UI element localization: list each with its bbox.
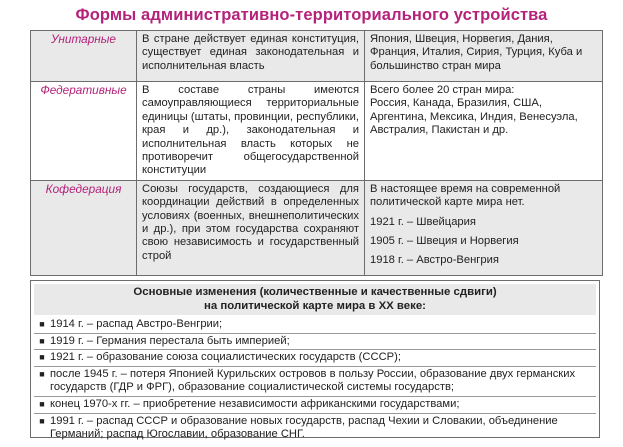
changes-list: [34, 317, 596, 443]
list-item-text: после 1945 г. – потеря Японией Курильских островов в пользу России, образование двух германских государств (ГДР и ФРГ), образование социалистической системы государств;: [50, 367, 576, 394]
countries-line: В настоящее время на современной политической карте мира нет.: [370, 182, 561, 209]
changes-heading-line: на политической карте мира в XX веке:: [204, 300, 426, 312]
form-type-cell: Кофедерация: [31, 180, 137, 275]
changes-box: [30, 280, 600, 441]
list-item-text: 1919 г. – Германия перестала быть империей;: [50, 334, 290, 347]
changes-heading-line: Основные изменения (количественные и качественные сдвиги): [133, 286, 497, 298]
list-item: [34, 350, 596, 367]
list-item: [34, 334, 596, 351]
form-countries-cell: [365, 31, 603, 82]
form-type-cell: Федеративные: [31, 82, 137, 181]
form-type-cell: Унитарные: [31, 31, 137, 82]
countries-line: 1921 г. – Швейцария: [370, 215, 476, 228]
list-item-text: 1921 г. – образование союза социалистических государств (СССР);: [50, 351, 401, 364]
list-item-text: 1991 г. – распад СССР и образование новых государств, распад Чехии и Словакии, объединение Германий; распад Югославии, образование СНГ.: [50, 414, 558, 441]
bullet-square-icon: ■: [39, 368, 45, 379]
government-forms-table: [30, 30, 603, 276]
list-item: [34, 397, 596, 414]
countries-line: Япония, Швеция, Норвегия, Дания, Франция, Италия, Сирия, Турция, Куба и большинство стран мира: [370, 33, 583, 72]
table-row: [31, 31, 603, 82]
list-item: [34, 414, 596, 443]
form-countries-cell: [365, 82, 603, 181]
list-item-text: 1914 г. – распад Австро-Венгрии;: [50, 318, 223, 330]
countries-line: Россия, Канада, Бразилия, США, Аргентина, Мексика, Индия, Венесуэла, Австралия, Пакистан и др.: [370, 97, 578, 137]
bullet-square-icon: ■: [39, 335, 45, 346]
list-item: [34, 367, 596, 397]
table-row: [31, 180, 603, 275]
form-description-cell: В составе страны имеются самоуправляющиеся территориальные единицы (штаты, провинции, республики, края и др.), законодательная и исполнительная власть которых не противоречит общегосударственной конституции: [137, 82, 365, 181]
list-item-text: конец 1970-х гг. – приобретение независимости африканскими государствами;: [50, 397, 460, 410]
countries-line: 1918 г. – Австро-Венгрия: [370, 254, 499, 267]
bullet-square-icon: ■: [39, 352, 45, 363]
bullet-square-icon: ■: [39, 319, 45, 329]
form-description-cell: В стране действует единая конституция, существует единая законодательная и исполнительная власть: [137, 31, 365, 82]
countries-line: 1905 г. – Швеция и Норвегия: [370, 235, 519, 248]
page-title: Формы административно-территориального устройства: [75, 6, 548, 24]
countries-line: Всего более 20 стран мира:: [370, 84, 515, 96]
form-description-cell: Союзы государств, создающиеся для координации действий в определенных условиях (военных, внешнеполитических и др.), при этом государства сохраняют свою независимость и государственный строй: [137, 180, 365, 275]
bullet-square-icon: ■: [39, 398, 45, 409]
table-row: [31, 82, 603, 181]
bullet-square-icon: ■: [39, 415, 45, 426]
list-item: [34, 317, 596, 334]
changes-heading: [34, 284, 596, 315]
form-countries-cell: [365, 180, 603, 275]
